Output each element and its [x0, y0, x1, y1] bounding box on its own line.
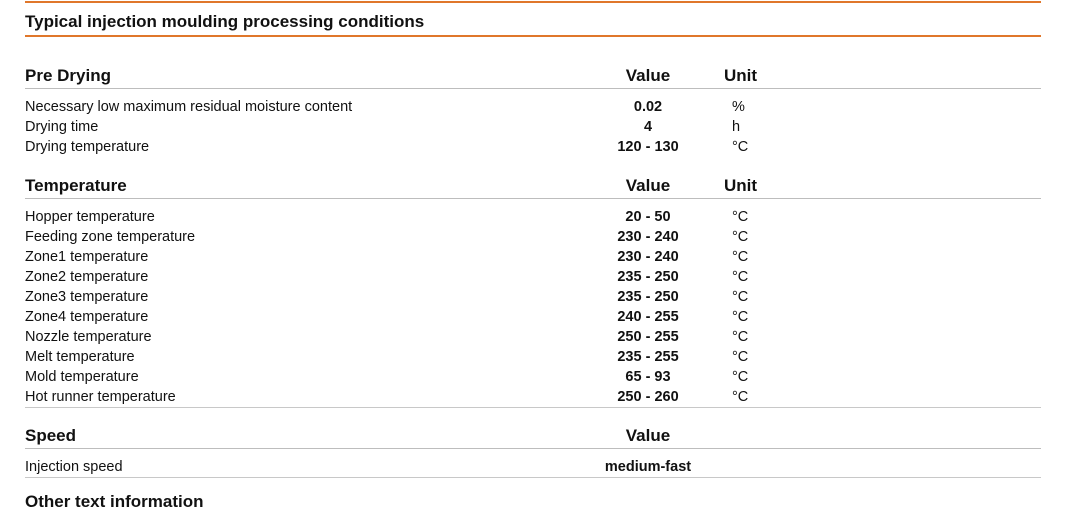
property-value: 230 - 240: [617, 249, 679, 265]
table-row: [25, 227, 1041, 247]
property-value: 250 - 255: [617, 329, 679, 345]
property-unit: °C: [732, 369, 749, 385]
pre-drying-rows: [25, 97, 1041, 157]
property-unit: °C: [732, 309, 749, 325]
property-value: 235 - 255: [617, 349, 679, 365]
property-value: medium-fast: [604, 459, 692, 475]
document-title: Typical injection moulding processing conditions: [25, 12, 425, 31]
section-divider: [25, 448, 1041, 449]
section-end-divider: [25, 407, 1041, 408]
section-heading: Speed: [25, 426, 77, 445]
table-row: [25, 207, 1041, 227]
property-value: 240 - 255: [617, 309, 679, 325]
property-name: Necessary low maximum residual moisture content: [25, 99, 353, 115]
table-row: [25, 457, 1041, 477]
property-value: 120 - 130: [617, 139, 679, 155]
temperature-rows: [25, 207, 1041, 408]
property-unit: %: [732, 99, 745, 115]
section-divider: [25, 88, 1041, 89]
property-unit: °C: [732, 139, 749, 155]
property-unit: °C: [732, 289, 749, 305]
property-value: 235 - 250: [617, 289, 679, 305]
property-name: Zone2 temperature: [25, 269, 149, 285]
property-name: Hot runner temperature: [25, 389, 176, 405]
table-row: [25, 367, 1041, 387]
section-divider: [25, 198, 1041, 199]
unit-column-heading: Unit: [724, 176, 758, 195]
table-row: [25, 347, 1041, 367]
property-unit: °C: [732, 249, 749, 265]
property-name: Feeding zone temperature: [25, 229, 196, 245]
speed-rows: [25, 457, 1041, 478]
table-row: [25, 307, 1041, 327]
property-name: Drying time: [25, 119, 99, 135]
top-accent-rule: [25, 1, 1041, 3]
property-name: Nozzle temperature: [25, 329, 152, 345]
table-row: [25, 247, 1041, 267]
table-row: [25, 117, 1041, 137]
table-row: [25, 287, 1041, 307]
property-name: Zone3 temperature: [25, 289, 149, 305]
property-name: Mold temperature: [25, 369, 139, 385]
value-column-heading: Value: [625, 426, 671, 445]
table-row: [25, 267, 1041, 287]
property-value: 235 - 250: [617, 269, 679, 285]
section-heading: Pre Drying: [25, 66, 111, 85]
table-row: [25, 97, 1041, 117]
property-unit: °C: [732, 269, 749, 285]
table-row: [25, 137, 1041, 157]
property-unit: °C: [732, 349, 749, 365]
property-unit: °C: [732, 389, 749, 405]
property-value: 20 - 50: [625, 209, 671, 225]
section-heading: Temperature: [25, 176, 127, 195]
property-value: 65 - 93: [625, 369, 671, 385]
title-accent-rule: [25, 35, 1041, 37]
section-header-temperature: [25, 176, 1041, 200]
table-row: [25, 387, 1041, 407]
property-value: 4: [643, 119, 653, 135]
property-name: Hopper temperature: [25, 209, 155, 225]
unit-column-heading: Unit: [724, 66, 758, 85]
section-header-pre-drying: [25, 66, 1041, 90]
section-header-speed: [25, 426, 1041, 450]
value-column-heading: Value: [625, 66, 671, 85]
value-column-heading: Value: [625, 176, 671, 195]
property-name: Melt temperature: [25, 349, 135, 365]
property-unit: °C: [732, 209, 749, 225]
table-row: [25, 327, 1041, 347]
property-name: Zone1 temperature: [25, 249, 149, 265]
property-unit: °C: [732, 329, 749, 345]
property-unit: °C: [732, 229, 749, 245]
property-value: 250 - 260: [617, 389, 679, 405]
property-value: 230 - 240: [617, 229, 679, 245]
next-section-heading: Other text information: [25, 492, 204, 511]
property-value: 0.02: [633, 99, 663, 115]
property-name: Drying temperature: [25, 139, 150, 155]
section-end-divider: [25, 477, 1041, 478]
property-unit: h: [732, 119, 741, 135]
property-name: Zone4 temperature: [25, 309, 149, 325]
property-name: Injection speed: [25, 459, 123, 475]
